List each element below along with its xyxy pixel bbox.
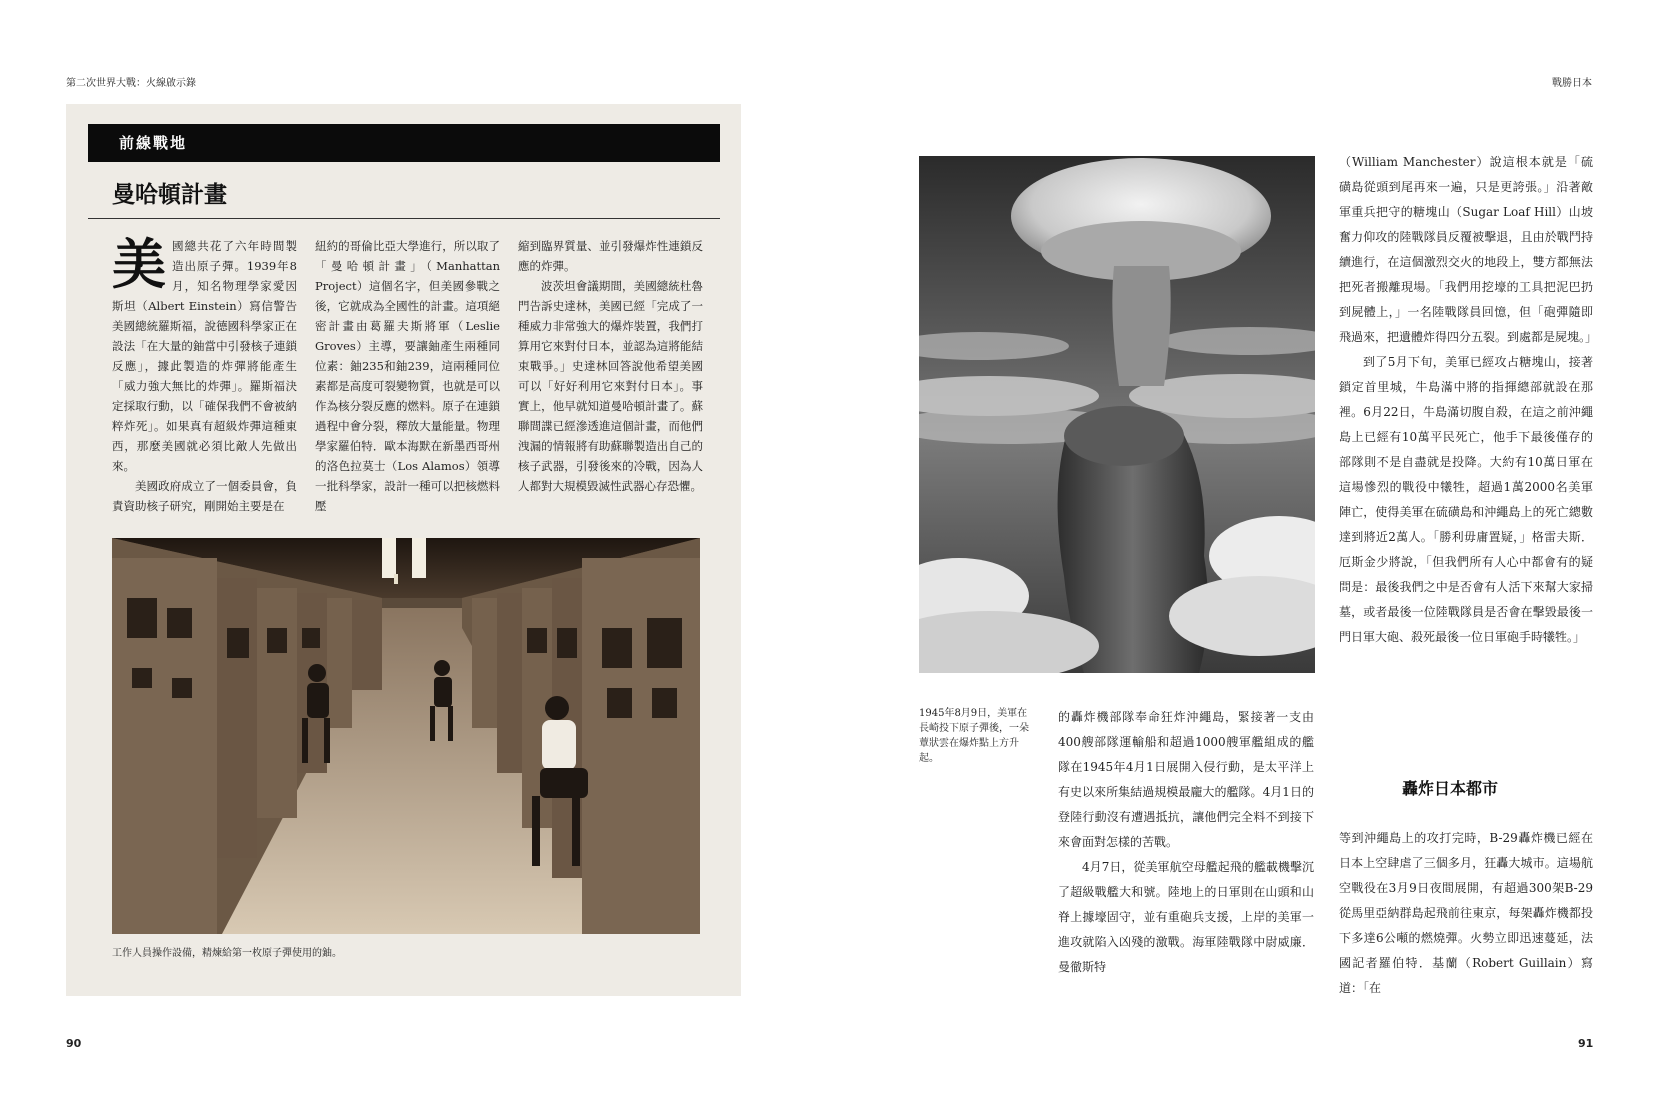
sidebar-paragraph: 美國政府成立了一個委員會，負責資助核子研究，剛開始主要是在	[112, 479, 297, 513]
mushroom-cloud-caption: 1945年8月9日，美軍在長崎投下原子彈後，一朵蕈狀雲在爆炸點上方升起。	[919, 708, 1029, 764]
section-subhead: 轟炸日本都市	[1402, 779, 1499, 798]
running-head-right: 戰勝日本	[1552, 78, 1592, 89]
control-room-illustration	[112, 538, 700, 934]
page-number-right: 91	[1578, 1037, 1594, 1050]
sidebar-paragraph: 紐約的哥倫比亞大學進行，所以取了「曼哈頓計畫」（Manhattan Project）這個名字，但美國參戰之後，它就成為全國性的計畫。這項絕密計畫由葛羅夫斯將軍（Leslie Groves）主導，要讓鈾產生兩種同位素：鈾235和鈾239，這兩種同位素都是高度可裂變物質，也就是可以作為核分裂反應的燃料。原子在連鎖過程中會分裂，釋放大量能量。物理學家羅伯特．歐本海默在新墨西哥州的洛色拉莫士（Los Alamos）領導一批科學家，設計一種可以把核燃料壓	[315, 239, 500, 513]
title-rule	[88, 218, 720, 219]
sidebar-column-2	[315, 236, 500, 516]
drop-cap: 美	[112, 232, 166, 296]
control-room-photo	[112, 538, 700, 934]
sidebar-paragraph: 縮到臨界質量、並引發爆炸性連鎖反應的炸彈。	[518, 239, 703, 273]
sidebar-paragraph: 國總共花了六年時間製造出原子彈。1939年8月，知名物理學家愛因斯坦（Albert Einstein）寫信警告美國總統羅斯福，說德國科學家正在設法「在大量的鈾當中引發核子連鎖反應」，據此製造的炸彈將能產生「威力強大無比的炸彈」。羅斯福決定採取行動，以「確保我們不會被納粹炸死」。如果真有超級炸彈這種東西，那麼美國就必須比敵人先做出來。	[112, 239, 297, 473]
body-paragraph: 到了5月下旬，美軍已經攻占糖塊山，接著鎖定首里城，牛島滿中將的指揮總部就設在那裡。6月22日，牛島滿切腹自殺，在這之前沖繩島上已經有10萬平民死亡，他手下最後僅存的部隊則不是自盡就是投降。大約有10萬日軍在這場慘烈的戰役中犧牲，超過1萬2000名美軍陣亡，使得美軍在硫磺島和沖繩島上的死亡總數達到將近2萬人。「勝利毋庸置疑，」格雷夫斯．厄斯金少將說，「但我們所有人心中都會有的疑問是：最後我們之中是否會有人活下來幫大家掃墓，或者最後一位陸戰隊員是否會在擊毀最後一門日軍大砲、殺死最後一位日軍砲手時犧牲。」	[1339, 355, 1593, 644]
body-paragraph: 等到沖繩島上的攻打完時，B-29轟炸機已經在日本上空肆虐了三個多月，狂轟大城市。這場航空戰役在3月9日夜間展開，有超過300架B-29從馬里亞納群島起飛前往東京，每架轟炸機都投下多達6公噸的燃燒彈。火勢立即迅速蔓延，法國記者羅伯特．基蘭（Robert Guillain）寫道：「在	[1339, 831, 1593, 995]
sidebar-title: 曼哈頓計畫	[112, 182, 227, 208]
mushroom-cloud-photo	[919, 156, 1315, 673]
sidebar-column-3	[518, 236, 703, 496]
sidebar-label-bar: 前線戰地	[88, 124, 720, 162]
right-page-column-bottom	[1339, 826, 1593, 1001]
running-head-left: 第二次世界大戰：火線啟示錄	[66, 78, 196, 89]
control-room-caption: 工作人員操作設備，精煉給第一枚原子彈使用的鈾。	[112, 948, 342, 959]
mushroom-cloud-illustration	[919, 156, 1315, 673]
sidebar-paragraph: 波茨坦會議期間，美國總統杜魯門告訴史達林，美國已經「完成了一種威力非常強大的爆炸裝置，我們打算用它來對付日本，並認為這將能結束戰爭。」史達林回答說他希望美國可以「好好利用它來對付日本」。事實上，他早就知道曼哈頓計畫了。蘇聯間諜已經滲透進這個計畫，而他們洩漏的情報將有助蘇聯製造出自己的核子武器，引發後來的冷戰，因為人人都對大規模毀滅性武器心存恐懼。	[518, 279, 703, 493]
page-number-left: 90	[66, 1037, 82, 1050]
body-paragraph: （William Manchester）說這根本就是「硫磺島從頭到尾再來一遍，只是更誇張。」沿著敵軍重兵把守的糖塊山（Sugar Loaf Hill）山坡奮力仰攻的陸戰隊員反覆被擊退，且由於戰鬥持續進行，在這個激烈交火的地段上，雙方都無法把死者搬離現場。「我們用挖壕的工具把泥巴扔到屍體上，」一名陸戰隊員回憶，但「砲彈隨即飛過來，把遺體炸得四分五裂。到處都是屍塊。」	[1339, 155, 1598, 344]
right-page-column-left	[1058, 705, 1314, 980]
sidebar-column-1	[112, 232, 297, 516]
body-paragraph: 的轟炸機部隊奉命狂炸沖繩島，緊接著一支由400艘部隊運輸船和超過1000艘軍艦組成的艦隊在1945年4月1日展開入侵行動，是太平洋上有史以來所集結過規模最龐大的艦隊。4月1日的登陸行動沒有遭遇抵抗，讓他們完全料不到接下來會面對怎樣的苦戰。	[1058, 710, 1314, 849]
right-page-column-right	[1339, 150, 1598, 650]
body-paragraph: 4月7日，從美軍航空母艦起飛的艦載機擊沉了超級戰艦大和號。陸地上的日軍則在山頭和山脊上據壕固守，並有重砲兵支援，上岸的美軍一進攻就陷入凶殘的激戰。海軍陸戰隊中尉威廉．曼徹斯特	[1058, 860, 1314, 974]
